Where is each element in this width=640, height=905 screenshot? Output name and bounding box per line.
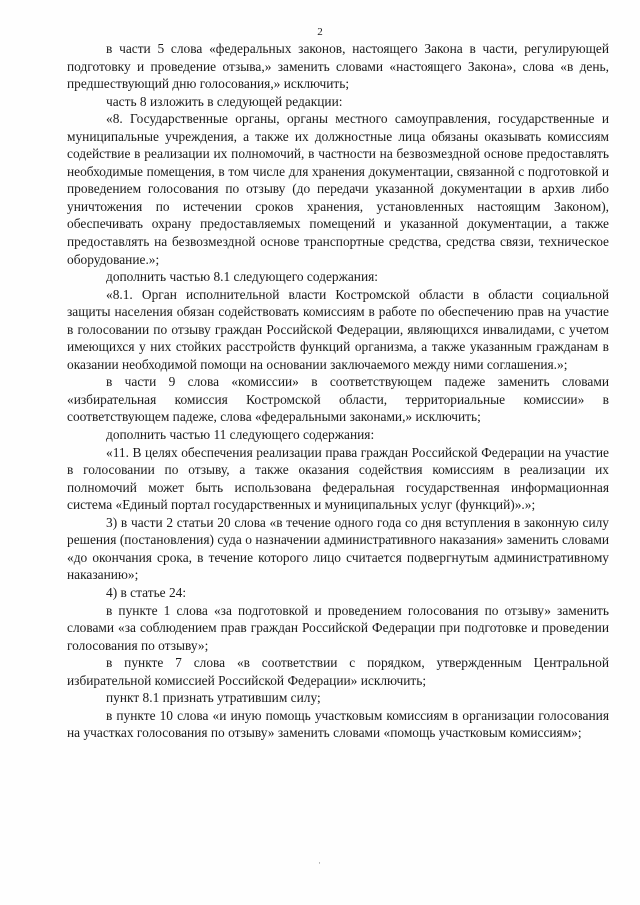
document-body — [67, 40, 609, 742]
paragraph: 4) в статье 24: — [106, 584, 187, 600]
paragraph: дополнить частью 8.1 следующего содержания: — [106, 269, 379, 285]
paragraph: пункт 8.1 признать утратившим силу; — [106, 690, 321, 706]
paragraph: часть 8 изложить в следующей редакции: — [106, 93, 343, 109]
paragraph: «8. Государственные органы, органы местного самоуправления, государственные и муниципальные учреждения, а также их должностные лица обязаны оказывать комиссиям содействие в реализации их полномочий, в частности на безвозмездной основе предоставлять необходимые помещения, в том числе для хранения документации, связанной с подготовкой и проведением голосования по отзыву (до передачи указанной документации в архив либо уничтожения по истечении сроков хранения, установленных настоящим Законом), обеспечивать охрану предоставляемых помещений и указанной документации, а также предоставлять на безвозмездной основе транспортные средства, средства связи, техническое оборудование.»; — [67, 111, 609, 267]
page-number: 2 — [317, 26, 323, 38]
paragraph: «8.1. Орган исполнительной власти Костромской области в области социальной защиты населения обязан содействовать комиссиям в работе по обеспечению прав на участие в голосовании по отзыву граждан Российской Федерации, являющихся инвалидами, с учетом имеющихся у них стойких расстройств функций организма, а также указанным гражданам в оказании необходимой помощи на основании заключаемого между ними соглашения.»; — [67, 286, 609, 372]
paragraph: в пункте 7 слова «в соответствии с порядком, утвержденным Центральной избирательной комиссией Российской Федерации» исключить; — [67, 655, 609, 688]
paragraph: в части 9 слова «комиссии» в соответствующем падеже заменить словами «избирательная комиссия Костромской области, территориальные комиссии» в соответствующем падеже, слова «федеральными законами,» исключить; — [67, 374, 609, 425]
paragraph: 3) в части 2 статьи 20 слова «в течение одного года со дня вступления в законную силу решения (постановления) суда о назначении административного наказания» заменить словами «до окончания срока, в течение которого лицо считается подвергнутым административному наказанию»; — [67, 514, 609, 583]
paragraph: в части 5 слова «федеральных законов, настоящего Закона в части, регулирующей подготовку и проведение отзыва,» заменить словами «настоящего Закона», слова «в день, предшествующий дню голосования,» исключить; — [67, 41, 609, 92]
paragraph: в пункте 10 слова «и иную помощь участковым комиссиям в организации голосования на участках голосования по отзыву» заменить словами «помощь участковым комиссиям»; — [67, 707, 609, 741]
paragraph: в пункте 1 слова «за подготовкой и проведением голосования по отзыву» заменить словами «за соблюдением прав граждан Российской Федерации при подготовке и проведении голосования по отзыву»; — [67, 602, 609, 653]
scan-speck: · — [318, 858, 321, 868]
paragraph: дополнить частью 11 следующего содержания: — [106, 427, 375, 443]
paragraph: «11. В целях обеспечения реализации права граждан Российской Федерации на участие в голосовании по отзыву, а также оказания содействия комиссиям в реализации их полномочий может быть использована федеральная государственная информационная система «Единый портал государственных и муниципальных услуг (функций)».»; — [67, 444, 609, 513]
